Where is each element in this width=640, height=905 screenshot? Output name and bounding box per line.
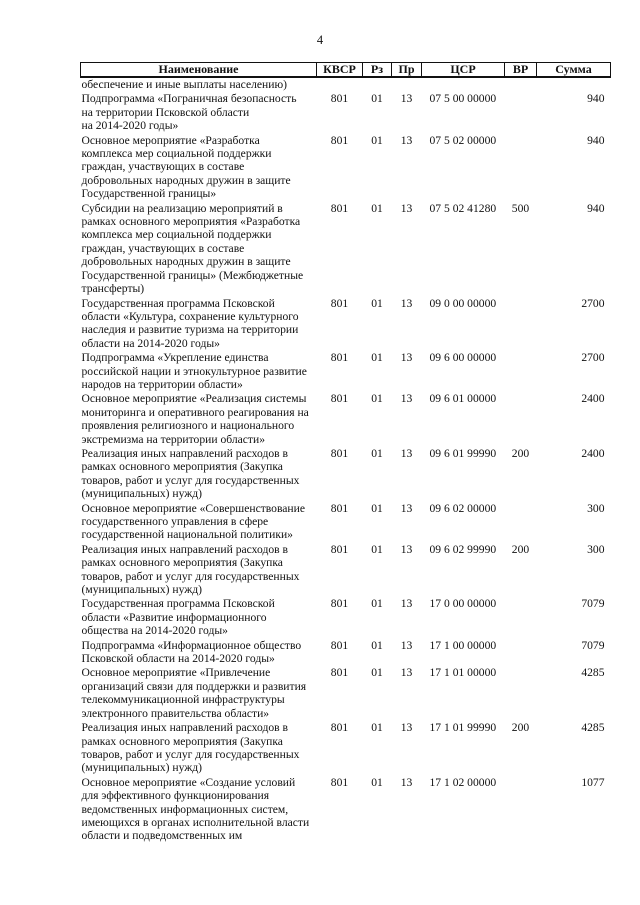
row-pr-cell: 13 xyxy=(400,201,413,215)
row-kvsr-cell: 801 xyxy=(330,666,349,680)
row-name-cell xyxy=(81,351,317,392)
row-name-line: области «Культура, сохранение культурного xyxy=(81,309,299,323)
row-kvsr-cell: 801 xyxy=(330,446,349,460)
row-name-cell xyxy=(81,447,317,502)
row-vr-cell xyxy=(505,639,537,667)
row-csr-cell: 07 5 00 00000 xyxy=(429,92,497,106)
row-csr-cell: 17 0 00 00000 xyxy=(429,597,497,611)
row-pr-cell: 13 xyxy=(400,446,413,460)
row-name-line: Основное мероприятие «Реализация системы xyxy=(81,392,307,406)
row-csr-cell: 07 5 02 41280 xyxy=(429,201,497,215)
row-pr-cell: 13 xyxy=(400,296,413,310)
row-name-line: на территории Псковской области xyxy=(81,105,250,119)
page-number: 4 xyxy=(316,33,324,47)
row-rz-cell: 01 xyxy=(371,92,383,106)
row-sum-cell: 4285 xyxy=(581,666,605,680)
row-kvsr-cell: 801 xyxy=(330,92,349,106)
row-name-cell xyxy=(81,543,317,598)
row-rz-cell: 01 xyxy=(371,542,383,556)
row-csr-cell: 09 6 02 99990 xyxy=(429,542,497,556)
row-kvsr-cell: 801 xyxy=(330,597,349,611)
row-vr-cell xyxy=(505,92,537,133)
row-name-line: электронного правительства области» xyxy=(81,706,270,720)
table-row xyxy=(81,202,611,297)
table-row xyxy=(81,666,611,721)
header-name: Наименование xyxy=(81,63,317,78)
row-rz-cell: 01 xyxy=(371,666,383,680)
row-vr-cell xyxy=(505,502,537,543)
row-vr-cell: 200 xyxy=(511,446,530,460)
row-csr-cell xyxy=(422,77,505,92)
row-pr-cell: 13 xyxy=(400,501,413,515)
row-kvsr-cell: 801 xyxy=(330,501,349,515)
row-name-line: комплекса мер социальной поддержки xyxy=(81,147,272,161)
row-vr-cell xyxy=(505,666,537,721)
row-name-line: Подпрограмма «Пограничная безопасность xyxy=(81,92,297,106)
row-rz-cell: 01 xyxy=(371,392,383,406)
row-name-line: Государственная программа Псковской xyxy=(81,597,275,611)
row-name-line: Реализация иных направлений расходов в xyxy=(81,542,288,556)
row-vr-cell: 500 xyxy=(511,201,530,215)
row-name-line: товаров, работ и услуг для государственных xyxy=(81,473,300,487)
row-pr-cell xyxy=(392,77,422,92)
row-csr-cell: 09 6 02 00000 xyxy=(429,501,497,515)
row-sum-cell: 4285 xyxy=(581,721,605,735)
row-name-line: государственной национальной политики» xyxy=(81,528,293,542)
row-kvsr-cell: 801 xyxy=(330,638,349,652)
row-name-line: проявления религиозного и национального xyxy=(81,419,295,433)
table-row xyxy=(81,351,611,392)
table-row xyxy=(81,92,611,133)
table-row xyxy=(81,134,611,202)
row-sum-cell: 7079 xyxy=(581,638,605,652)
row-csr-cell: 09 0 00 00000 xyxy=(429,296,497,310)
row-sum-cell: 940 xyxy=(587,201,605,215)
row-pr-cell: 13 xyxy=(400,597,413,611)
row-vr-cell xyxy=(505,77,537,92)
row-rz-cell: 01 xyxy=(371,296,383,310)
row-kvsr-cell: 801 xyxy=(330,351,349,365)
row-rz-cell: 01 xyxy=(371,597,383,611)
row-sum-cell: 940 xyxy=(587,133,605,147)
row-name-line: Основное мероприятие «Разработка xyxy=(81,133,260,147)
row-name-line: граждан, участвующих в составе xyxy=(81,241,245,255)
row-name-cell xyxy=(81,92,317,133)
row-name-cell xyxy=(81,202,317,297)
row-name-line: (муниципальных) нужд) xyxy=(81,487,203,501)
row-pr-cell: 13 xyxy=(400,542,413,556)
row-name-line: Основное мероприятие «Привлечение xyxy=(81,666,271,680)
row-csr-cell: 09 6 00 00000 xyxy=(429,351,497,365)
table-row xyxy=(81,77,611,92)
row-name-line: трансферты) xyxy=(81,282,145,296)
row-name-cell xyxy=(81,134,317,202)
header-vr: ВР xyxy=(505,63,537,78)
row-name-line: экстремизма на территории области» xyxy=(81,432,266,446)
table-row xyxy=(81,597,611,638)
row-vr-cell xyxy=(505,392,537,447)
header-rz: Рз xyxy=(363,63,392,78)
header-kvsr: КВСР xyxy=(317,63,363,78)
row-vr-cell xyxy=(505,776,537,844)
row-name-cell xyxy=(81,502,317,543)
row-rz-cell: 01 xyxy=(371,446,383,460)
header-pr: Пр xyxy=(392,63,422,78)
row-sum-cell: 300 xyxy=(587,501,605,515)
row-pr-cell: 13 xyxy=(400,775,413,789)
row-name-line: Государственной границы» (Межбюджетные xyxy=(81,268,304,282)
row-vr-cell: 200 xyxy=(511,721,530,735)
row-name-cell xyxy=(81,776,317,844)
row-sum-cell: 2400 xyxy=(581,446,605,460)
row-name-line: (муниципальных) нужд) xyxy=(81,761,203,775)
row-sum-cell: 1077 xyxy=(581,775,605,789)
row-csr-cell: 07 5 02 00000 xyxy=(429,133,497,147)
row-name-line: рамках основного мероприятия (Закупка xyxy=(81,734,283,748)
row-name-line: имеющихся в органах исполнительной власти xyxy=(81,815,310,829)
row-vr-cell: 200 xyxy=(511,542,530,556)
row-rz-cell: 01 xyxy=(371,133,383,147)
row-kvsr-cell: 801 xyxy=(330,721,349,735)
row-kvsr-cell: 801 xyxy=(330,296,349,310)
row-csr-cell: 09 6 01 00000 xyxy=(429,392,497,406)
row-name-cell xyxy=(81,721,317,776)
row-name-line: рамках основного мероприятия «Разработка xyxy=(81,215,301,229)
row-name-line: организаций связи для поддержки и развития xyxy=(81,679,307,693)
row-name-line: Основное мероприятие «Создание условий xyxy=(81,775,296,789)
row-sum-cell xyxy=(537,77,611,92)
row-name-line: Реализация иных направлений расходов в xyxy=(81,446,288,460)
row-rz-cell xyxy=(363,77,392,92)
row-name-line: Подпрограмма «Информационное общество xyxy=(81,638,302,652)
row-kvsr-cell: 801 xyxy=(330,133,349,147)
row-name-line: Псковской области на 2014-2020 годы» xyxy=(81,652,275,666)
row-name-line: добровольных народных дружин в защите xyxy=(81,255,291,269)
row-name-line: общества на 2014-2020 годы» xyxy=(81,624,228,638)
row-sum-cell: 940 xyxy=(587,92,605,106)
row-pr-cell: 13 xyxy=(400,638,413,652)
table-row xyxy=(81,721,611,776)
row-vr-cell xyxy=(505,597,537,638)
row-name-line: области «Развитие информационного xyxy=(81,610,267,624)
row-sum-cell: 300 xyxy=(587,542,605,556)
row-csr-cell: 17 1 00 00000 xyxy=(429,638,497,652)
row-csr-cell: 09 6 01 99990 xyxy=(429,446,497,460)
row-kvsr-cell: 801 xyxy=(330,775,349,789)
row-name-line: комплекса мер социальной поддержки xyxy=(81,228,272,242)
table-row xyxy=(81,776,611,844)
row-kvsr-cell: 801 xyxy=(330,392,349,406)
row-name-line: области и подведомственных им xyxy=(81,829,243,843)
row-name-line: ведомственных информационных систем, xyxy=(81,802,289,816)
row-name-cell xyxy=(81,597,317,638)
row-sum-cell: 2700 xyxy=(581,296,605,310)
row-name-line: телекоммуникационной инфраструктуры xyxy=(81,693,285,707)
row-name-line: рамках основного мероприятия (Закупка xyxy=(81,460,283,474)
row-name-line: наследия и развитие туризма на территории xyxy=(81,323,299,337)
table-row xyxy=(81,392,611,447)
row-name-line: для эффективного функционирования xyxy=(81,789,270,803)
row-name-line: Реализация иных направлений расходов в xyxy=(81,721,288,735)
table-body xyxy=(81,77,611,844)
table-row xyxy=(81,447,611,502)
row-rz-cell: 01 xyxy=(371,638,383,652)
row-name-line: государственного управления в сфере xyxy=(81,515,269,528)
row-name-line: обеспечение и иные выплаты населению) xyxy=(81,78,287,91)
row-sum-cell: 7079 xyxy=(581,597,605,611)
row-csr-cell: 17 1 01 00000 xyxy=(429,666,497,680)
row-sum-cell: 2400 xyxy=(581,392,605,406)
row-name-line: российской нации и этнокультурное развитие xyxy=(81,364,307,378)
row-rz-cell: 01 xyxy=(371,721,383,735)
table-row xyxy=(81,543,611,598)
row-vr-cell xyxy=(505,351,537,392)
row-name-line: мониторинга и оперативного реагирования на xyxy=(81,405,309,419)
row-name-line: добровольных народных дружин в защите xyxy=(81,173,291,187)
row-name-line: (муниципальных) нужд) xyxy=(81,583,203,597)
row-name-line: рамках основного мероприятия (Закупка xyxy=(81,556,283,570)
row-rz-cell: 01 xyxy=(371,775,383,789)
row-name-line: Субсидии на реализацию мероприятий в xyxy=(81,201,283,215)
row-name-line: Государственная программа Псковской xyxy=(81,296,275,310)
row-csr-cell: 17 1 02 00000 xyxy=(429,775,497,789)
row-pr-cell: 13 xyxy=(400,666,413,680)
row-name-line: товаров, работ и услуг для государственных xyxy=(81,747,300,761)
row-pr-cell: 13 xyxy=(400,133,413,147)
row-name-line: Основное мероприятие «Совершенствование xyxy=(81,501,305,515)
row-rz-cell: 01 xyxy=(371,201,383,215)
row-name-cell xyxy=(81,77,317,92)
row-kvsr-cell xyxy=(317,77,363,92)
row-name-line: области на 2014-2020 годы» xyxy=(81,336,220,350)
row-pr-cell: 13 xyxy=(400,92,413,106)
row-rz-cell: 01 xyxy=(371,351,383,365)
row-name-line: Государственной границы» xyxy=(81,187,217,201)
row-rz-cell: 01 xyxy=(371,501,383,515)
row-pr-cell: 13 xyxy=(400,351,413,365)
table-row xyxy=(81,639,611,667)
budget-table xyxy=(80,62,611,844)
row-sum-cell: 2700 xyxy=(581,351,605,365)
row-pr-cell: 13 xyxy=(400,392,413,406)
row-vr-cell xyxy=(505,297,537,352)
row-name-line: товаров, работ и услуг для государственных xyxy=(81,569,300,583)
table-row xyxy=(81,502,611,543)
row-name-cell xyxy=(81,639,317,667)
row-pr-cell: 13 xyxy=(400,721,413,735)
row-kvsr-cell: 801 xyxy=(330,542,349,556)
row-name-line: на 2014-2020 годы» xyxy=(81,119,179,133)
row-name-cell xyxy=(81,666,317,721)
row-name-line: Подпрограмма «Укрепление единства xyxy=(81,351,269,365)
row-kvsr-cell: 801 xyxy=(330,201,349,215)
row-csr-cell: 17 1 01 99990 xyxy=(429,721,497,735)
header-sum: Сумма xyxy=(537,63,611,78)
row-name-line: народов на территории области» xyxy=(81,377,243,391)
row-name-line: граждан, участвующих в составе xyxy=(81,160,245,174)
table-header xyxy=(81,63,611,78)
row-name-cell xyxy=(81,392,317,447)
row-name-cell xyxy=(81,297,317,352)
header-csr: ЦСР xyxy=(422,63,505,78)
table-row xyxy=(81,297,611,352)
row-vr-cell xyxy=(505,134,537,202)
